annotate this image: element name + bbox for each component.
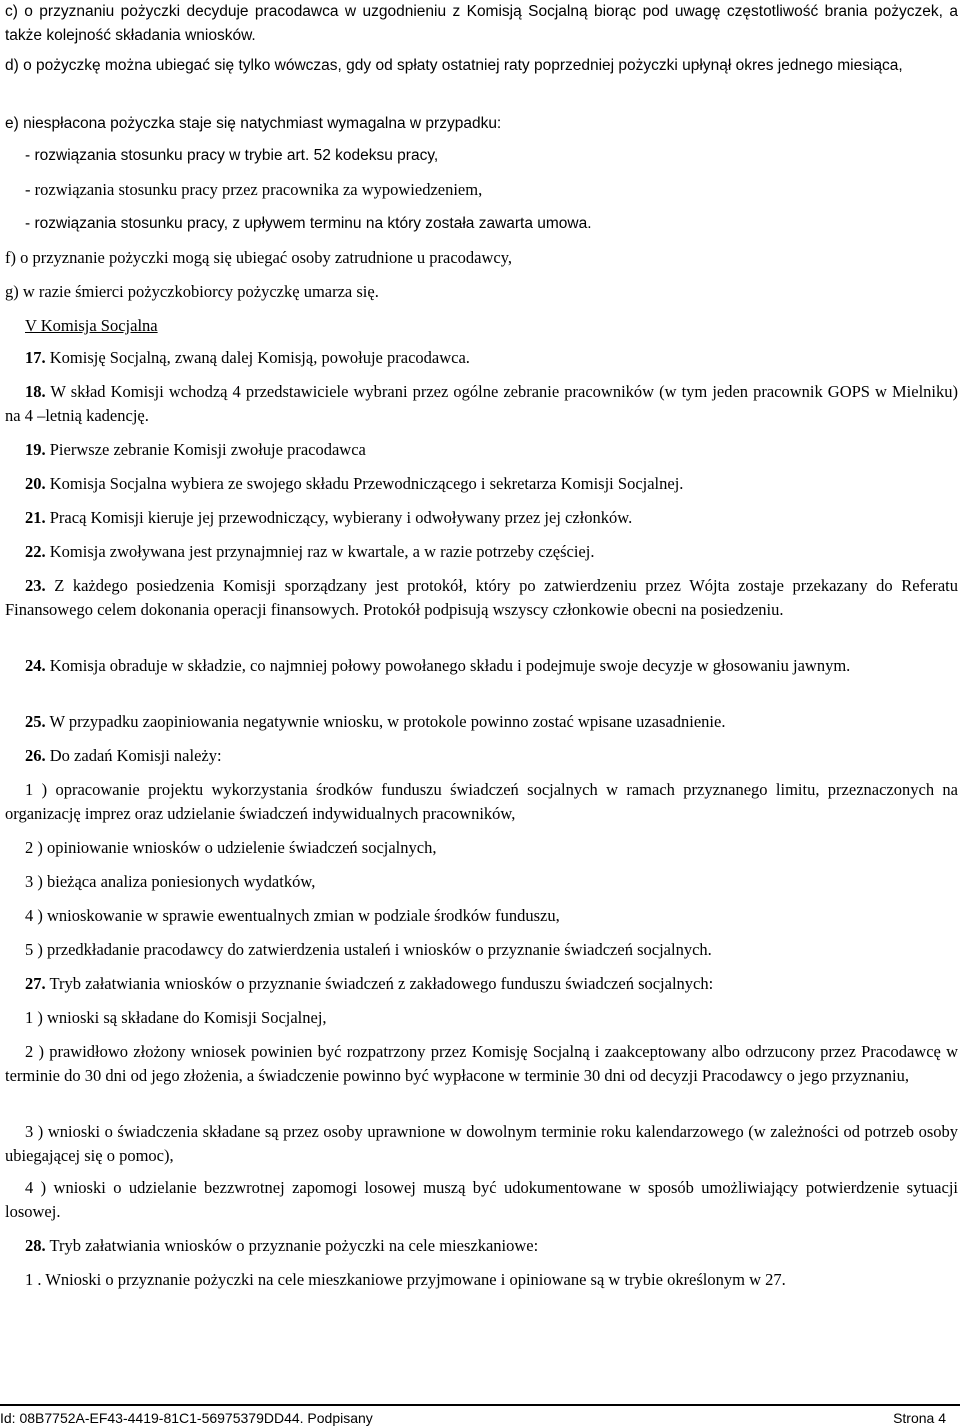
section-26-item-2: 2 ) opiniowanie wniosków o udzielenie świadczeń socjalnych,	[25, 838, 437, 857]
section-number: 25.	[25, 712, 46, 731]
footer-divider	[0, 1404, 960, 1406]
section-21	[5, 506, 958, 530]
section-text: Tryb załatwiania wniosków o przyznanie pożyczki na cele mieszkaniowe:	[49, 1236, 539, 1255]
section-26	[5, 744, 958, 768]
section-23	[5, 574, 958, 622]
section-text: W przypadku zaopiniowania negatywnie wniosku, w protokole powinno zostać wpisane uzasadnienie.	[49, 712, 726, 731]
section-27	[5, 972, 958, 996]
section-19	[5, 438, 958, 462]
section-26-item-1: 1 ) opracowanie projektu wykorzystania środków funduszu świadczeń socjalnych w ramach przyznanego limitu, przeznaczonych na organizację imprez oraz udzielanie świadczeń indywidualnych pracowników,	[5, 780, 958, 823]
section-27-item-2: 2 ) prawidłowo złożony wniosek powinien być rozpatrzony przez Komisję Socjalną i zaakceptowany albo odrzucony przez Pracodawcę w terminie do 30 dni od jego złożenia, a świadczenie powinno być wypłacone w terminie 30 dni od decyzji Pracodawcy o jego przyznaniu,	[5, 1042, 958, 1085]
section-28-item-1: 1 . Wnioski o przyznanie pożyczki na cele mieszkaniowe przyjmowane i opiniowane są w trybie określonym w 27.	[25, 1270, 786, 1289]
section-text: Tryb załatwiania wniosków o przyznanie świadczeń z zakładowego funduszu świadczeń socjalnych:	[49, 974, 714, 993]
section-26-item-4: 4 ) wnioskowanie w sprawie ewentualnych zmian w podziale środków funduszu,	[25, 906, 560, 925]
paragraph-f: f) o przyznanie pożyczki mogą się ubiegać osoby zatrudnione u pracodawcy,	[5, 248, 513, 267]
section-text: Do zadań Komisji należy:	[49, 746, 222, 765]
section-text: W skład Komisji wchodzą 4 przedstawiciele wybrani przez ogólne zebranie pracowników (w tym jeden pracownik GOPS w Mielniku) na 4 –letnią kadencję.	[5, 382, 958, 425]
footer-page-number: Strona 4	[893, 1410, 946, 1426]
section-26-item-5: 5 ) przedkładanie pracodawcy do zatwierdzenia ustaleń i wniosków o przyznanie świadczeń socjalnych.	[25, 940, 712, 959]
section-number: 24.	[25, 656, 46, 675]
paragraph-c: c) o przyznaniu pożyczki decyduje pracodawca w uzgodnieniu z Komisją Socjalną biorąc pod uwagę częstotliwość brania pożyczek, a także kolejność składania wniosków.	[5, 3, 958, 44]
paragraph-e: e) niespłacona pożyczka staje się natychmiast wymagalna w przypadku:	[5, 115, 502, 132]
section-number: 22.	[25, 542, 46, 561]
section-27-item-3: 3 ) wnioski o świadczenia składane są przez osoby uprawnione w dowolnym terminie roku kalendarzowego (w zależności od potrzeb osoby ubiegającej się o pomoc),	[5, 1122, 958, 1165]
section-26-item-3: 3 ) bieżąca analiza poniesionych wydatków,	[25, 872, 316, 891]
section-18	[5, 380, 958, 428]
section-number: 17.	[25, 348, 46, 367]
section-27-item-1: 1 ) wnioski są składane do Komisji Socjalnej,	[25, 1008, 327, 1027]
section-text: Pracą Komisji kieruje jej przewodniczący, wybierany i odwoływany przez jej członków.	[49, 508, 633, 527]
section-text: Pierwsze zebranie Komisji zwołuje pracodawca	[49, 440, 366, 459]
section-25	[5, 710, 958, 734]
paragraph-e-item-1: - rozwiązania stosunku pracy w trybie art. 52 kodeksu pracy,	[25, 147, 439, 164]
section-24	[5, 654, 958, 678]
section-text: Komisja zwoływana jest przynajmniej raz w kwartale, a w razie potrzeby częściej.	[49, 542, 595, 561]
section-28	[5, 1234, 958, 1258]
paragraph-e-item-2: - rozwiązania stosunku pracy przez pracownika za wypowiedzeniem,	[25, 180, 483, 199]
section-text: Z każdego posiedzenia Komisji sporządzany jest protokół, który po zatwierdzeniu przez Wójta zostaje przekazany do Referatu Finansowego celem dokonania operacji finansowych. Protokół podpisują wszyscy członkowie obecni na posiedzeniu.	[5, 576, 959, 619]
section-number: 19.	[25, 440, 46, 459]
paragraph-e-item-3: - rozwiązania stosunku pracy, z upływem terminu na który została zawarta umowa.	[25, 215, 592, 232]
section-number: 20.	[25, 474, 46, 493]
section-number: 27.	[25, 974, 46, 993]
paragraph-g: g) w razie śmierci pożyczkobiorcy pożyczkę umarza się.	[5, 282, 379, 301]
section-27-item-4: 4 ) wnioski o udzielanie bezzwrotnej zapomogi losowej muszą być udokumentowane w sposób umożliwiający potwierdzenie sytuacji losowej.	[5, 1178, 958, 1221]
section-number: 21.	[25, 508, 46, 527]
section-heading: V Komisja Socjalna	[25, 316, 158, 335]
section-text: Komisja obraduje w składzie, co najmniej połowy powołanego składu i podejmuje swoje decyzje w głosowaniu jawnym.	[49, 656, 851, 675]
section-number: 28.	[25, 1236, 46, 1255]
footer-document-id: Id: 08B7752A-EF43-4419-81C1-56975379DD44. Podpisany	[0, 1410, 373, 1426]
paragraph-d: d) o pożyczkę można ubiegać się tylko wówczas, gdy od spłaty ostatniej raty poprzedniej pożyczki upłynął okres jednego miesiąca,	[5, 57, 903, 74]
section-number: 18.	[25, 382, 46, 401]
section-text: Komisja Socjalna wybiera ze swojego składu Przewodniczącego i sekretarza Komisji Socjalnej.	[49, 474, 684, 493]
section-number: 23.	[25, 576, 46, 595]
section-number: 26.	[25, 746, 46, 765]
section-heading-line	[5, 314, 958, 338]
section-20	[5, 472, 958, 496]
section-17	[5, 346, 958, 370]
section-22	[5, 540, 958, 564]
section-text: Komisję Socjalną, zwaną dalej Komisją, powołuje pracodawca.	[49, 348, 470, 367]
